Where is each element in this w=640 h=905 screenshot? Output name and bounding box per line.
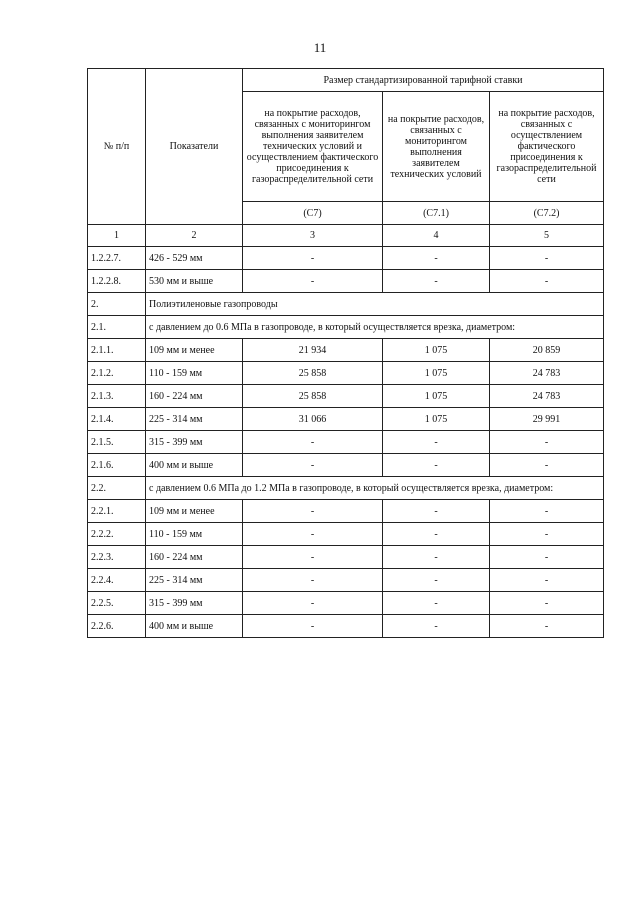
value-c7: 31 066: [243, 408, 383, 431]
row-number: 2.2.5.: [88, 592, 146, 615]
value-c7-2: 20 859: [490, 339, 604, 362]
value-c7: -: [243, 454, 383, 477]
row-indicator: 109 мм и менее: [146, 500, 243, 523]
table-row: [88, 339, 604, 362]
value-c7-1: -: [383, 500, 490, 523]
value-c7-2: -: [490, 569, 604, 592]
value-c7-2: -: [490, 546, 604, 569]
row-indicator: 400 мм и выше: [146, 454, 243, 477]
row-number: 2.2.3.: [88, 546, 146, 569]
page-number: 11: [313, 40, 327, 55]
value-c7-2: -: [490, 431, 604, 454]
value-c7: -: [243, 569, 383, 592]
header-row-column-numbers: [88, 225, 604, 247]
value-c7-1: 1 075: [383, 408, 490, 431]
table-row: [88, 592, 604, 615]
value-c7: -: [243, 500, 383, 523]
value-c7: -: [243, 247, 383, 270]
value-c7: -: [243, 615, 383, 638]
value-c7: -: [243, 270, 383, 293]
value-c7-1: -: [383, 569, 490, 592]
value-c7-1: -: [383, 615, 490, 638]
value-c7-2: -: [490, 615, 604, 638]
value-c7: 21 934: [243, 339, 383, 362]
table-row: [88, 270, 604, 293]
tariff-table: [87, 68, 604, 638]
row-number: 2.2.: [88, 477, 146, 500]
table-row: [88, 385, 604, 408]
row-indicator: 426 - 529 мм: [146, 247, 243, 270]
value-c7-1: -: [383, 431, 490, 454]
row-indicator: 315 - 399 мм: [146, 431, 243, 454]
value-c7-2: -: [490, 500, 604, 523]
value-c7-1: -: [383, 247, 490, 270]
row-indicator: 110 - 159 мм: [146, 523, 243, 546]
value-c7-2: 24 783: [490, 362, 604, 385]
value-c7-2: -: [490, 270, 604, 293]
value-c7-1: -: [383, 592, 490, 615]
table-row: [88, 454, 604, 477]
row-number: 2.1.5.: [88, 431, 146, 454]
table-row: [88, 247, 604, 270]
value-c7-2: -: [490, 247, 604, 270]
row-number: 2.2.4.: [88, 569, 146, 592]
value-c7-2: -: [490, 454, 604, 477]
section-title: Полиэтиленовые газопроводы: [146, 293, 604, 316]
row-number: 1.2.2.8.: [88, 270, 146, 293]
row-number: 2.1.6.: [88, 454, 146, 477]
value-c7-1: -: [383, 546, 490, 569]
header-sub-c7-1: на покрытие расходов, связанных с мониторингом выполнения заявителем технических условий: [383, 92, 490, 202]
column-number-2: 2: [146, 225, 243, 247]
row-number: 2.1.2.: [88, 362, 146, 385]
row-indicator: 160 - 224 мм: [146, 385, 243, 408]
header-code-c7-1: (С7.1): [383, 202, 490, 225]
value-c7: -: [243, 546, 383, 569]
section-title: с давлением до 0.6 МПа в газопроводе, в который осуществляется врезка, диаметром:: [146, 316, 604, 339]
column-number-3: 3: [243, 225, 383, 247]
header-code-c7-2: (С7.2): [490, 202, 604, 225]
value-c7: -: [243, 592, 383, 615]
value-c7-1: 1 075: [383, 339, 490, 362]
value-c7: -: [243, 431, 383, 454]
row-indicator: 110 - 159 мм: [146, 362, 243, 385]
row-indicator: 109 мм и менее: [146, 339, 243, 362]
section-title: с давлением 0.6 МПа до 1.2 МПа в газопроводе, в который осуществляется врезка, диаметром:: [146, 477, 604, 500]
row-number: 2.: [88, 293, 146, 316]
table-section-row: [88, 293, 604, 316]
row-indicator: 160 - 224 мм: [146, 546, 243, 569]
row-indicator: 225 - 314 мм: [146, 569, 243, 592]
column-number-1: 1: [88, 225, 146, 247]
tariff-table-body: [88, 69, 604, 638]
table-row: [88, 546, 604, 569]
value-c7-2: -: [490, 523, 604, 546]
row-number: 2.1.1.: [88, 339, 146, 362]
table-row: [88, 615, 604, 638]
row-number: 1.2.2.7.: [88, 247, 146, 270]
table-row: [88, 362, 604, 385]
row-indicator: 400 мм и выше: [146, 615, 243, 638]
row-number: 2.2.6.: [88, 615, 146, 638]
value-c7-1: -: [383, 454, 490, 477]
header-sub-c7: на покрытие расходов, связанных с мониторингом выполнения заявителем технических условий и осуществлением фактического присоединения к газораспределительной сети: [243, 92, 383, 202]
row-number: 2.2.2.: [88, 523, 146, 546]
value-c7-2: 29 991: [490, 408, 604, 431]
header-code-c7: (С7): [243, 202, 383, 225]
value-c7: -: [243, 523, 383, 546]
row-indicator: 315 - 399 мм: [146, 592, 243, 615]
table-section-row: [88, 477, 604, 500]
header-row-top: [88, 69, 604, 92]
value-c7-1: -: [383, 270, 490, 293]
table-section-row: [88, 316, 604, 339]
value-c7-1: 1 075: [383, 362, 490, 385]
row-number: 2.1.: [88, 316, 146, 339]
column-number-4: 4: [383, 225, 490, 247]
header-col-group: Размер стандартизированной тарифной ставки: [243, 69, 604, 92]
value-c7-2: -: [490, 592, 604, 615]
row-number: 2.1.4.: [88, 408, 146, 431]
header-col-num: № п/п: [88, 69, 146, 225]
row-number: 2.2.1.: [88, 500, 146, 523]
value-c7-1: 1 075: [383, 385, 490, 408]
row-number: 2.1.3.: [88, 385, 146, 408]
value-c7: 25 858: [243, 385, 383, 408]
table-row: [88, 408, 604, 431]
table-row: [88, 431, 604, 454]
table-row: [88, 500, 604, 523]
header-sub-c7-2: на покрытие расходов, связанных с осуществлением фактического присоединения к газораспределительной сети: [490, 92, 604, 202]
value-c7-1: -: [383, 523, 490, 546]
row-indicator: 530 мм и выше: [146, 270, 243, 293]
table-row: [88, 569, 604, 592]
table-row: [88, 523, 604, 546]
header-col-indicator: Показатели: [146, 69, 243, 225]
value-c7: 25 858: [243, 362, 383, 385]
column-number-5: 5: [490, 225, 604, 247]
row-indicator: 225 - 314 мм: [146, 408, 243, 431]
value-c7-2: 24 783: [490, 385, 604, 408]
